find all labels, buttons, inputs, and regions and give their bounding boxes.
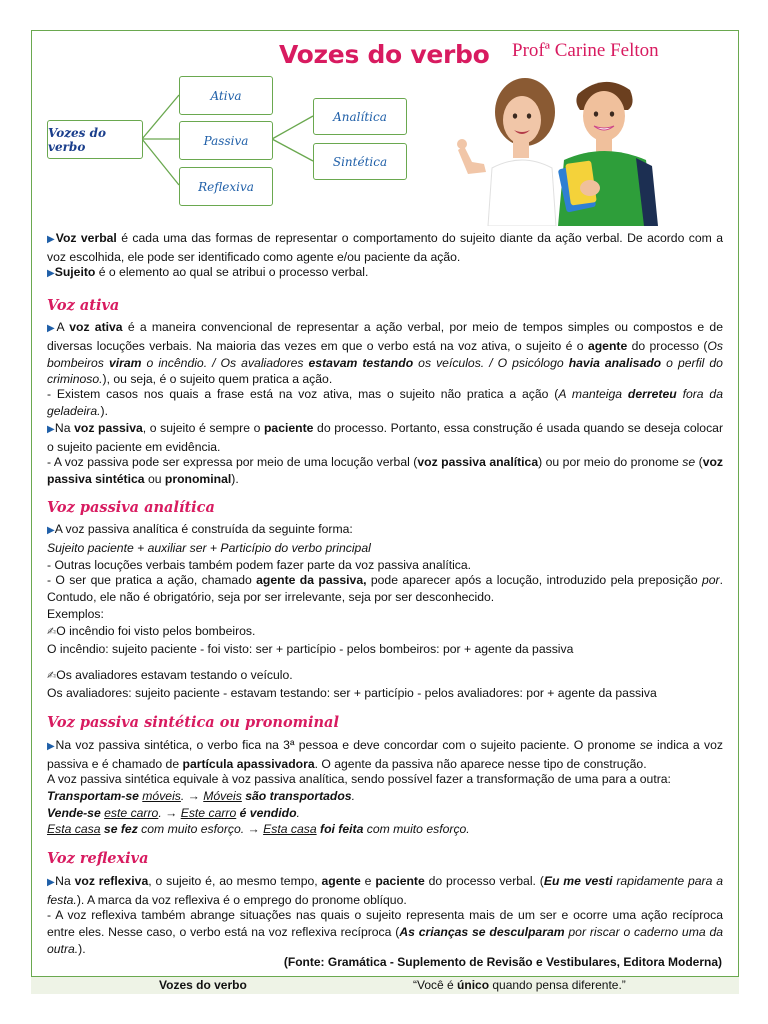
section-title-voz-reflexiva: Voz reflexiva (47, 850, 149, 867)
bullet-arrow-icon: ▶ (47, 234, 56, 245)
example-icon: ✍ (47, 625, 57, 638)
bullet-arrow-icon: ▶ (47, 525, 55, 536)
paragraph-passiva-sintetica: ▶Na voz passiva sintética, o verbo fica na 3ª pessoa e deve concordar com o sujeito paciente. O pronome se indica a voz passiva e é chamado de partícula apassivadora. O agente da passiva não aparece nesse tipo de construção. (47, 738, 723, 771)
paragraph-reflexiva-reciproca: - A voz reflexiva também abrange situações nas quais o sujeito representa mais de um ser e ocorre uma ação recíproca entre eles. Nesse caso, o verbo está na voz reflexiva recíproca (As crianças se desculparam por riscar o caderno uma da outra.). (47, 908, 724, 956)
bullet-arrow-icon: ▶ (47, 268, 55, 279)
bullet-arrow-icon: ▶ (47, 877, 56, 888)
footer-quote: “Você é único quando pensa diferente.” (413, 978, 626, 992)
paragraph-voz-passiva: ▶Na voz passiva, o sujeito é sempre o paciente do processo. Portanto, essa construção é usada quando se deseja colocar o sujeito paciente em evidência. (47, 421, 724, 454)
source-citation: (Fonte: Gramática - Suplemento de Revisão e Vestibulares, Editora Moderna) (283, 955, 722, 969)
paragraph-passiva-analitica: ▶A voz passiva analítica é construída da seguinte forma: Sujeito paciente + auxiliar ser + Particípio do verbo principal - Outras locuções verbais também podem fazer parte da voz passiva analítica. (47, 522, 472, 572)
paragraph-passiva-sintetica-exemplos: A voz passiva sintética equivale à voz passiva analítica, sendo possível fazer a transformação de uma para a outra: Transportam-se móveis. → Móveis são transportados. Vende-se este carro. → Este carro é vendido. Esta casa se fez com muito esforço. → Esta casa foi feita com muito esforço. (47, 772, 671, 837)
paragraph-voz-passiva-formas: - A voz passiva pode ser expressa por meio de uma locução verbal (voz passiva analítica) ou por meio do pronome se (voz passiva sintética ou pronominal). (47, 455, 724, 486)
page-title: Vozes do verbo (279, 40, 490, 69)
section-title-passiva-sintetica: Voz passiva sintética ou pronominal (47, 714, 339, 731)
page-footer (31, 976, 739, 994)
section-title-passiva-analitica: Voz passiva analítica (47, 499, 215, 516)
footer-title: Vozes do verbo (159, 978, 247, 992)
paragraph-intro: ▶Voz verbal é cada uma das formas de representar o comportamento do sujeito diante da ação verbal. De acordo com a voz escolhida, ele pode ser identificado como agente e/ou paciente da ação. (47, 231, 723, 264)
paragraph-voz-ativa: ▶A voz ativa é a maneira convencional de representar a ação verbal, por meio de tempos simples ou compostos e de diversas locuções verbais. Na maioria das vezes em que o verbo está na voz ativa, o sujeito é o agente do processo (Os bombeiros viram o incêndio. / Os avaliadores estavam testando os veículos. / O psicólogo havia analisado o perfil do criminoso.), ou seja, é o sujeito quem pratica a ação. (47, 320, 723, 387)
mindmap-item-ativa: Ativa (179, 76, 273, 115)
bullet-arrow-icon: ▶ (47, 741, 56, 752)
mindmap-root: Vozes do verbo (47, 120, 143, 159)
section-title-voz-ativa: Voz ativa (47, 297, 120, 314)
paragraph-sujeito: ▶Sujeito é o elemento ao qual se atribui o processo verbal. (47, 265, 369, 279)
example-icon: ✍ (47, 670, 57, 682)
bullet-arrow-icon: ▶ (47, 424, 55, 435)
paragraph-exemplos-1: Exemplos: ✍O incêndio foi visto pelos bombeiros. O incêndio: sujeito paciente - foi visto: ser + particípio - pelos bombeiros: por + agente da passiva (47, 607, 574, 656)
paragraph-exemplos-2: ✍Os avaliadores estavam testando o veículo. Os avaliadores: sujeito paciente - estavam testando: ser + particípio - pelos avaliadores: por + agente da passiva (47, 668, 657, 700)
paragraph-agente-da-passiva: - O ser que pratica a ação, chamado agente da passiva, pode aparecer após a locução, introduzido pela preposição por. Contudo, ele não é obrigatório, seja por ser irrelevante, seja por ser desconhecido. (47, 573, 724, 604)
mindmap-item-reflexiva: Reflexiva (179, 167, 273, 206)
students-photo (440, 70, 676, 226)
author-name: Profª Carine Felton (512, 40, 659, 61)
paragraph-voz-ativa-nao-agente: - Existem casos nos quais a frase está na voz ativa, mas o sujeito não pratica a ação (A manteiga derreteu fora da geladeira.). (47, 387, 723, 418)
bullet-arrow-icon: ▶ (47, 323, 57, 334)
mindmap-item-passiva: Passiva (179, 121, 273, 160)
mindmap-item-analitica: Analítica (313, 98, 407, 135)
mindmap-item-sintetica: Sintética (313, 143, 407, 180)
paragraph-voz-reflexiva: ▶Na voz reflexiva, o sujeito é, ao mesmo tempo, agente e paciente do processo verbal. (Eu me vesti rapidamente para a festa.). A marca da voz reflexiva é o emprego do pronome oblíquo. (47, 874, 723, 907)
